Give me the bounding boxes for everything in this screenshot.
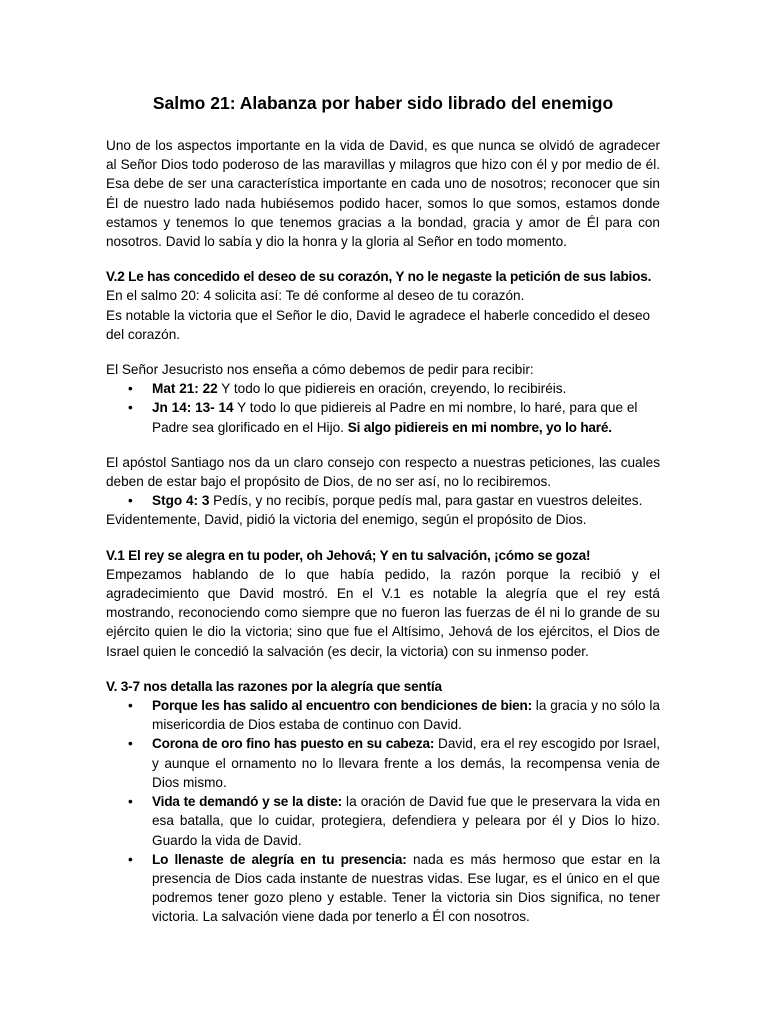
reason-text: la gracia y no sólo la misericordia de Dios estaba de continuo con David. — [152, 698, 660, 733]
section-v1-heading: V.1 El rey se alegra en tu poder, oh Jehová; Y en tu salvación, ¡cómo se goza! — [106, 547, 591, 563]
list-item — [152, 491, 660, 510]
list-item — [152, 379, 660, 398]
reason-text: nada es más hermoso que estar en la presencia de Dios cada instante de nuestras vidas. Ese lugar, es el único en el que podremos tener gozo pleno y estable. Tener la victoria sin Dios significa, no tener victoria. La salvación viene dada por tenerlo a Él con nosotros. — [152, 851, 661, 925]
verse-text: Y todo lo que pidiereis al Padre en mi nombre, lo haré, para que el Padre sea glorificado en el Hijo. — [152, 400, 638, 435]
reason-lead: Porque les has salido al encuentro con bendiciones de bien: — [152, 698, 532, 714]
verse-ref: Stgo 4: 3 — [152, 493, 210, 509]
section-santiago-lead: El apóstol Santiago nos da un claro consejo con respecto a nuestras peticiones, las cuales deben de estar bajo el propósito de Dios, de no ser así, no lo recibiremos. — [106, 454, 660, 490]
section-santiago-closing: Evidentemente, David, pidió la victoria del enemigo, según el propósito de Dios. — [106, 512, 587, 528]
verse-ref: Mat 21: 22 — [152, 381, 218, 397]
reason-text: David, era el rey escogido por Israel, y aunque el ornamento no lo llevara frente a los demás, la recompensa venia de Dios mismo. — [152, 736, 660, 790]
verse-ref: Jn 14: 13- 14 — [152, 400, 234, 416]
reasons-list — [106, 696, 660, 926]
reason-lead: Vida te demandó y se la diste: — [152, 794, 342, 810]
list-item — [152, 734, 660, 792]
section-v1-body: Empezamos hablando de lo que había pedido, la razón porque la recibió y el agradecimiento que David mostró. En el V.1 es notable la alegría que el rey está mostrando, reconociendo como siempre que no fueron las fuerzas de él ni lo grande de su ejército quien le dio la victoria; sino que fue el Altísimo, Jehová de los ejércitos, el Dios de Israel quien le concedió la salvación (es decir, la victoria) con su inmenso poder. — [106, 566, 660, 659]
verse-text: Pedís, y no recibís, porque pedís mal, para gastar en vuestros deleites. — [209, 493, 643, 509]
list-item — [152, 696, 660, 734]
list-item — [152, 398, 660, 436]
intro-paragraph: Uno de los aspectos importante en la vida de David, es que nunca se olvidó de agradecer al Señor Dios todo poderoso de las maravillas y milagros que hizo con él y por medio de él. Esa debe de ser una característica importante en cada uno de nosotros; reconocer que sin Él de nuestro lado nada hubiésemos podido hacer, somos lo que somos, estamos donde estamos y tenemos lo que tenemos gracias a la bondad, gracia y amor de Él para con nosotros. David lo sabía y dio la honra y la gloria al Señor en todo momento. — [106, 138, 660, 250]
section-v2-line1: En el salmo 20: 4 solicita así: Te dé conforme al deseo de tu corazón. — [106, 288, 525, 304]
verse-emphasis: Si algo pidiereis en mi nombre, yo lo haré. — [347, 419, 612, 435]
jesus-verse-list — [106, 379, 660, 437]
reason-lead: Lo llenaste de alegría en tu presencia: — [152, 851, 407, 867]
reason-text: la oración de David fue que le preservara la vida en esa batalla, que lo cuidar, protegiera, defendiera y peleara por él y Dios lo hizo. Guardo la vida de David. — [152, 794, 661, 848]
reason-lead: Corona de oro fino has puesto en su cabeza: — [152, 736, 435, 752]
santiago-verse-list — [106, 491, 660, 510]
page-title: Salmo 21: Alabanza por haber sido librado del enemigo — [152, 93, 614, 113]
list-item — [152, 792, 660, 850]
section-v2-line2: Es notable la victoria que el Señor le dio, David le agradece el haberle concedido el deseo del corazón. — [106, 307, 651, 342]
verse-text: Y todo lo que pidiereis en oración, creyendo, lo recibiréis. — [217, 381, 567, 397]
section-jesus-lead: El Señor Jesucristo nos enseña a cómo debemos de pedir para recibir: — [106, 362, 534, 378]
section-v2-heading: V.2 Le has concedido el deseo de su corazón, Y no le negaste la petición de sus labios. — [106, 269, 652, 285]
section-v37-heading: V. 3-7 nos detalla las razones por la alegría que sentía — [106, 678, 442, 694]
list-item — [152, 850, 660, 927]
